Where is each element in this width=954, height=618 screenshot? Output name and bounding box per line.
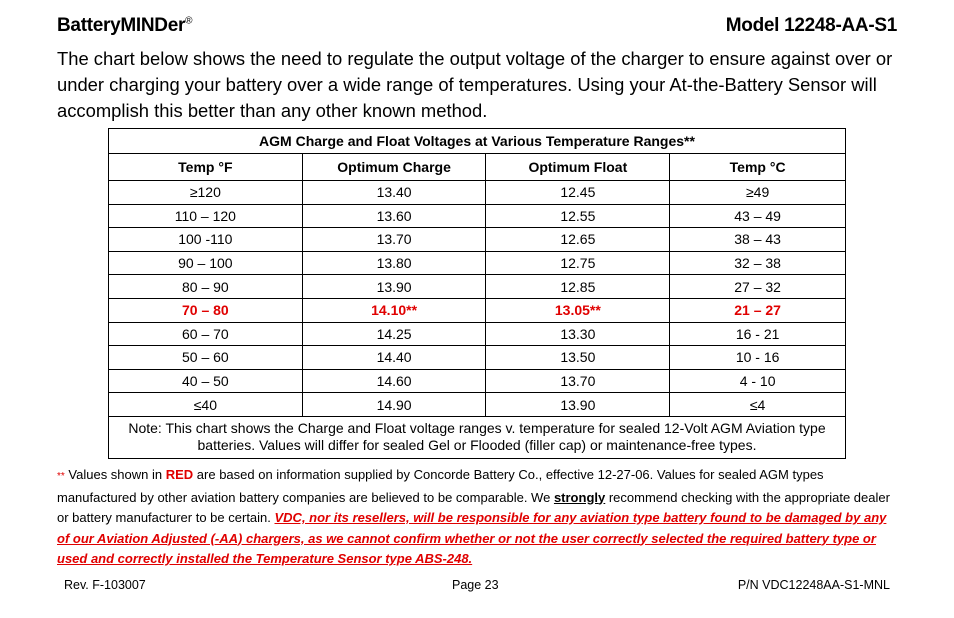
table-row [109, 251, 846, 275]
red-keyword: RED [165, 467, 194, 482]
cell-optimum-charge: 14.10** [302, 298, 486, 322]
cell-temp-c: 4 - 10 [670, 369, 846, 393]
cell-optimum-float: 13.05** [486, 298, 670, 322]
revision-label: Rev. F-103007 [64, 578, 146, 592]
model-number: Model 12248-AA-S1 [725, 15, 897, 36]
cell-optimum-float: 12.55 [486, 204, 670, 228]
cell-temp-c: ≥49 [670, 181, 846, 205]
cell-temp-c: 32 – 38 [670, 251, 846, 275]
cell-temp-f: 40 – 50 [109, 369, 303, 393]
cell-temp-c: 10 - 16 [670, 346, 846, 370]
column-header-optimum-float: Optimum Float [486, 154, 670, 181]
table-row [109, 346, 846, 370]
column-header-temp-f: Temp °F [109, 154, 303, 181]
page-header [57, 15, 897, 45]
table-row [109, 228, 846, 252]
column-header-optimum-charge: Optimum Charge [302, 154, 486, 181]
cell-temp-c: ≤4 [670, 393, 846, 417]
cell-optimum-float: 13.30 [486, 322, 670, 346]
cell-optimum-charge: 14.40 [302, 346, 486, 370]
cell-optimum-float: 13.70 [486, 369, 670, 393]
table-row [109, 369, 846, 393]
brand-name: BatteryMINDer® [57, 15, 193, 36]
table-title-row [109, 129, 846, 154]
cell-optimum-float: 13.90 [486, 393, 670, 417]
strongly-keyword: strongly [553, 489, 606, 505]
cell-temp-f: 60 – 70 [109, 322, 303, 346]
cell-temp-f: ≤40 [109, 393, 303, 417]
part-number: P/N VDC12248AA-S1-MNL [737, 578, 890, 592]
page-footer [64, 578, 890, 596]
cell-optimum-float: 12.45 [486, 181, 670, 205]
cell-optimum-charge: 14.60 [302, 369, 486, 393]
cell-temp-c: 21 – 27 [670, 298, 846, 322]
table-title: AGM Charge and Float Voltages at Various Temperature Ranges** [109, 129, 846, 154]
cell-optimum-charge: 13.90 [302, 275, 486, 299]
table-row [109, 393, 846, 417]
column-header-temp-c: Temp °C [670, 154, 846, 181]
registered-mark: ® [185, 15, 193, 27]
cell-optimum-charge: 14.25 [302, 322, 486, 346]
cell-optimum-charge: 13.80 [302, 251, 486, 275]
cell-temp-c: 27 – 32 [670, 275, 846, 299]
cell-optimum-charge: 13.70 [302, 228, 486, 252]
cell-optimum-float: 12.85 [486, 275, 670, 299]
cell-temp-c: 16 - 21 [670, 322, 846, 346]
cell-temp-f: 100 -110 [109, 228, 303, 252]
cell-temp-f: ≥120 [109, 181, 303, 205]
cell-temp-c: 43 – 49 [670, 204, 846, 228]
table-row [109, 322, 846, 346]
cell-optimum-charge: 13.40 [302, 181, 486, 205]
cell-optimum-float: 13.50 [486, 346, 670, 370]
table-row [109, 298, 846, 322]
cell-optimum-charge: 13.60 [302, 204, 486, 228]
table-header-row [109, 154, 846, 181]
cell-optimum-float: 12.65 [486, 228, 670, 252]
cell-optimum-float: 12.75 [486, 251, 670, 275]
voltage-table [108, 128, 846, 459]
cell-optimum-charge: 14.90 [302, 393, 486, 417]
cell-temp-f: 70 – 80 [109, 298, 303, 322]
table-note-row [109, 416, 846, 458]
footnote-marker: ** [57, 471, 65, 482]
cell-temp-f: 80 – 90 [109, 275, 303, 299]
intro-paragraph: The chart below shows the need to regulate the output voltage of the charger to ensure against over or under charging your battery over a wide range of temperatures. Using your At-the-Battery Sensor will accomplish this better than any other known method. [57, 48, 893, 121]
liability-warning: VDC, nor its resellers, will be responsible for any aviation type battery found to be damaged by any of our Aviation Adjusted (-AA) chargers, as we cannot confirm whether or not the user correctly selected the required battery type or used and correctly installed the Temperature Sensor type ABS-248. [57, 510, 887, 566]
table-row [109, 275, 846, 299]
footnote: ** Values shown in RED are based on information supplied by Concorde Battery Co., effective 12-27-06. Values for sealed AGM types manufactured by other aviation battery companies are believed to be comparable. We strongly recommend checking with the appropriate dealer or battery manufacturer to be certain. VDC, nor its resellers, will be responsible for any aviation type battery found to be damaged by any of our Aviation Adjusted (-AA) chargers, as we cannot confirm whether or not the user correctly selected the required battery type or used and correctly installed the Temperature Sensor type ABS-248. [57, 467, 890, 566]
cell-temp-f: 90 – 100 [109, 251, 303, 275]
table-row [109, 204, 846, 228]
table-note: Note: This chart shows the Charge and Float voltage ranges v. temperature for sealed 12-Volt AGM Aviation type batteries. Values will differ for sealed Gel or Flooded (filler cap) or maintenance-free types. [109, 416, 846, 458]
table-row [109, 181, 846, 205]
cell-temp-f: 50 – 60 [109, 346, 303, 370]
cell-temp-f: 110 – 120 [109, 204, 303, 228]
cell-temp-c: 38 – 43 [670, 228, 846, 252]
page-number: Page 23 [452, 578, 499, 592]
